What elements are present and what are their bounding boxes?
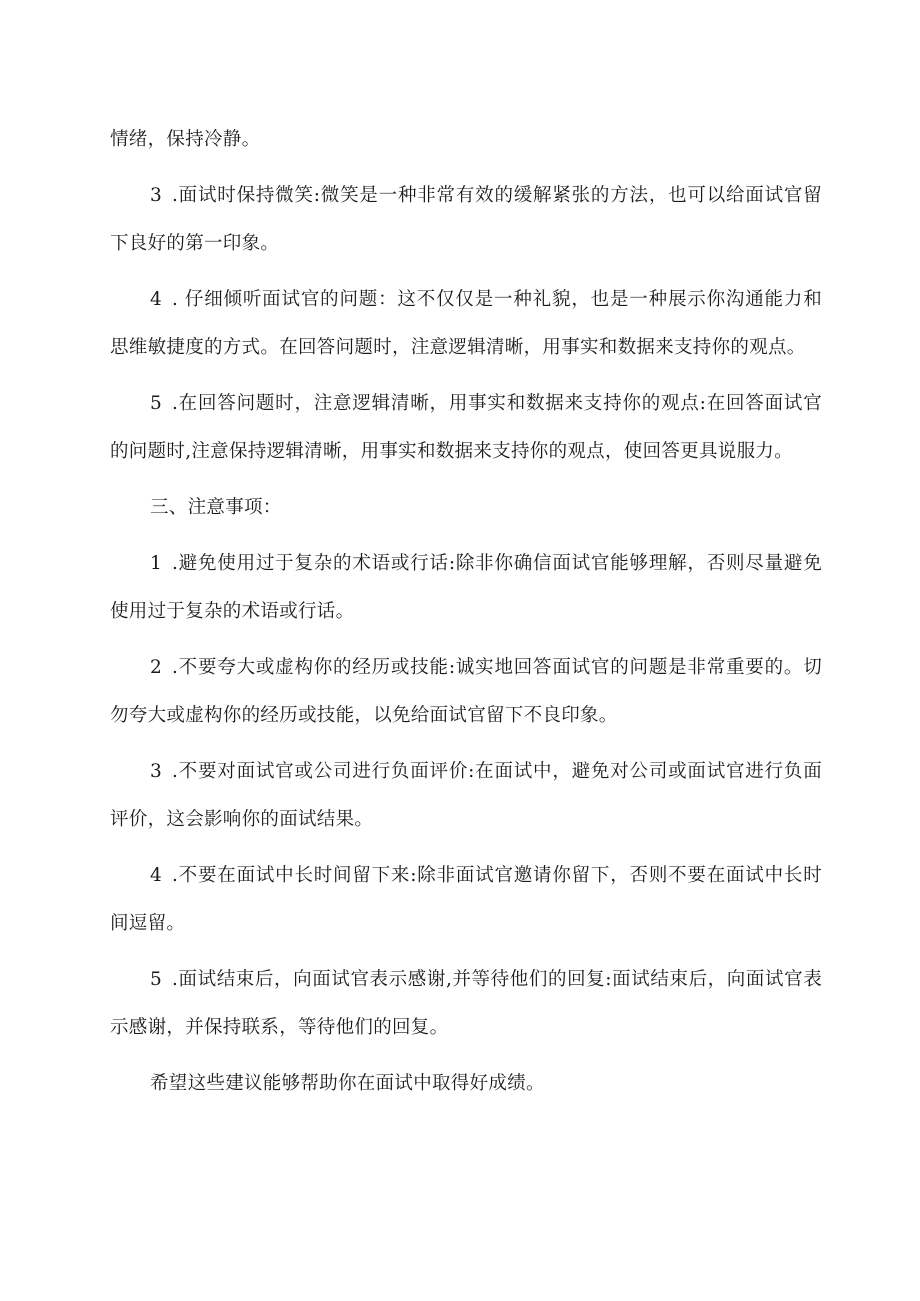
section-heading-notes xyxy=(110,484,822,532)
paragraph-thanks xyxy=(110,956,822,1052)
paragraph-jargon xyxy=(110,540,822,636)
list-number: 1 xyxy=(150,553,163,574)
paragraph-text: .在回答问题时，注意逻辑清晰，用事实和数据来支持你的观点:在回答面试官的问题时,注意保持逻辑清晰，用事实和数据来支持你的观点，使回答更具说服力。 xyxy=(110,393,822,462)
paragraph-logic xyxy=(110,380,822,476)
paragraph-text: .不要夸大或虚构你的经历或技能:诚实地回答面试官的问题是非常重要的。切勿夸大或虚构你的经历或技能，以免给面试官留下不良印象。 xyxy=(110,657,822,726)
list-number: 4 xyxy=(150,865,163,886)
section-heading-text: 三、注意事项： xyxy=(150,497,282,518)
paragraph-linger xyxy=(110,852,822,948)
paragraph-calm xyxy=(110,116,822,164)
list-number: 4 xyxy=(150,289,163,310)
paragraph-text: 情绪，保持冷静。 xyxy=(110,129,261,150)
paragraph-text: .面试时保持微笑:微笑是一种非常有效的缓解紧张的方法，也可以给面试官留下良好的第一印象。 xyxy=(110,185,822,254)
document-page xyxy=(110,116,822,1116)
paragraph-text: .面试结束后，向面试官表示感谢,并等待他们的回复:面试结束后，向面试官表示感谢，并保持联系，等待他们的回复。 xyxy=(110,969,822,1038)
paragraph-text: 希望这些建议能够帮助你在面试中取得好成绩。 xyxy=(150,1073,545,1094)
list-number: 5 xyxy=(150,393,163,414)
list-number: 2 xyxy=(150,657,163,678)
paragraph-smile xyxy=(110,172,822,268)
paragraph-closing xyxy=(110,1060,822,1108)
paragraph-text: .避免使用过于复杂的术语或行话:除非你确信面试官能够理解，否则尽量避免使用过于复杂的术语或行话。 xyxy=(110,553,822,622)
paragraph-text: .不要对面试官或公司进行负面评价:在面试中，避免对公司或面试官进行负面评价，这会影响你的面试结果。 xyxy=(110,761,822,830)
list-number: 3 xyxy=(150,761,163,782)
paragraph-listen xyxy=(110,276,822,372)
paragraph-negative xyxy=(110,748,822,844)
paragraph-text: . 仔细倾听面试官的问题：这不仅仅是一种礼貌，也是一种展示你沟通能力和思维敏捷度的方式。在回答问题时，注意逻辑清晰，用事实和数据来支持你的观点。 xyxy=(110,289,822,358)
paragraph-text: .不要在面试中长时间留下来:除非面试官邀请你留下，否则不要在面试中长时间逗留。 xyxy=(110,865,822,934)
list-number: 3 xyxy=(150,185,163,206)
list-number: 5 xyxy=(150,969,163,990)
paragraph-honesty xyxy=(110,644,822,740)
